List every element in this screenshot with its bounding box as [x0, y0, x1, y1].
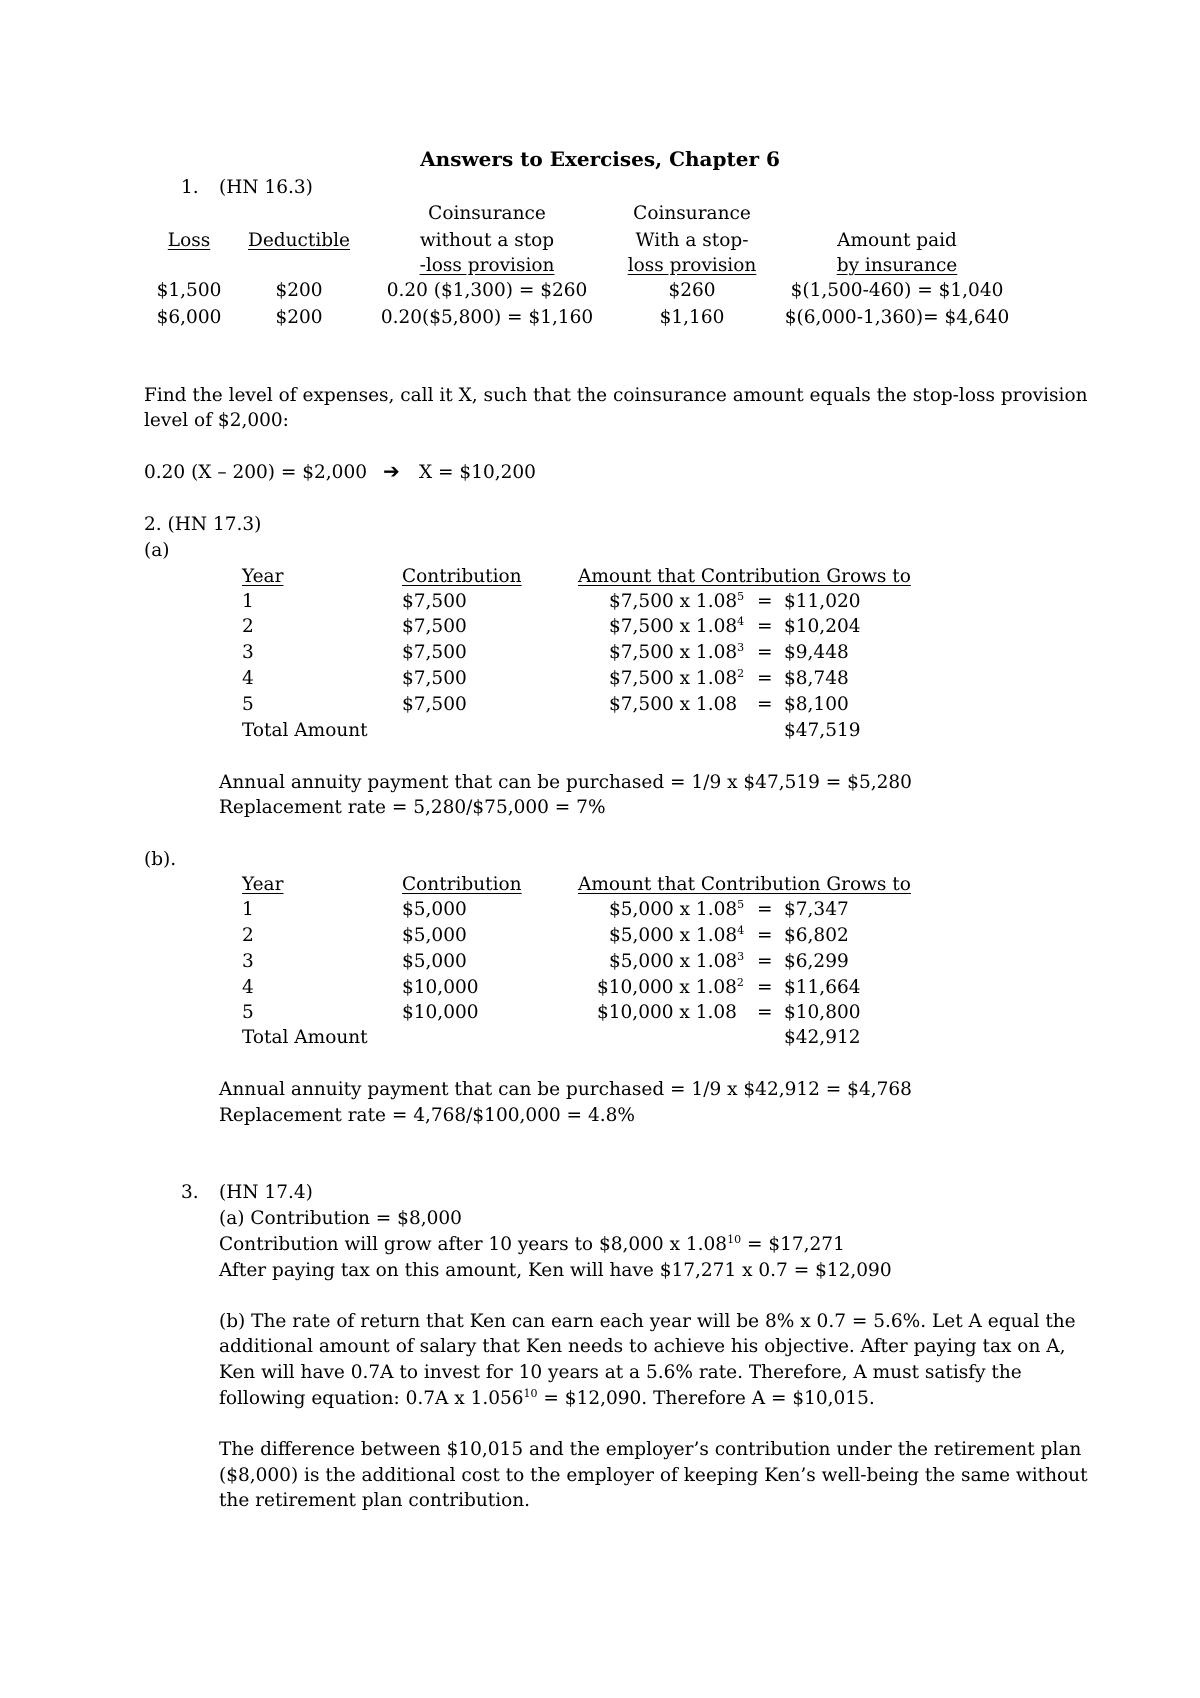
- q2b-equals-sign: =: [757, 899, 773, 920]
- q3b-line-4-text: following equation: 0.7A x 1.056: [219, 1388, 524, 1409]
- q1-paid-cell: $(6,000-1,360)= $4,640: [784, 307, 1010, 328]
- q2a-result-cell: $8,748: [784, 668, 849, 689]
- formula-base: $5,000 x 1.08: [609, 899, 738, 920]
- q1-coins-with-cell: $1,160: [659, 307, 725, 328]
- q2a-year-cell: 3: [242, 642, 254, 663]
- q1-text-line-2: level of $2,000:: [144, 410, 289, 431]
- q3a-line-1: (a) Contribution = $8,000: [219, 1208, 462, 1229]
- q3-number: 3.: [181, 1182, 199, 1203]
- q2a-header-contribution: Contribution: [402, 566, 522, 587]
- q2a-replacement: Replacement rate = 5,280/$75,000 = 7%: [219, 797, 606, 818]
- q2b-header-year: Year: [242, 874, 284, 895]
- q1-deductible-cell: $200: [275, 280, 323, 301]
- formula-base: $10,000 x 1.08: [597, 977, 737, 998]
- q2b-contribution-cell: $10,000: [402, 977, 479, 998]
- q2a-year-cell: 4: [242, 668, 254, 689]
- q2b-contribution-cell: $5,000: [402, 925, 467, 946]
- q2a-total-label: Total Amount: [242, 720, 368, 741]
- q1-text-line-1: Find the level of expenses, call it X, such that the coinsurance amount equals the stop-loss provision: [144, 385, 1088, 406]
- arrow-right-icon: ➔: [383, 459, 400, 483]
- q1-header-coins-without-3: -loss provision: [419, 255, 555, 276]
- q2b-result-cell: $6,802: [784, 925, 849, 946]
- q2b-result-cell: $7,347: [784, 899, 849, 920]
- q2b-header-grows: Amount that Contribution Grows to: [578, 874, 911, 895]
- q3b-line-4-result: = $12,090. Therefore A = $10,015.: [537, 1388, 875, 1409]
- q3b-line-4-exponent: 10: [523, 1387, 538, 1400]
- q2a-equals-sign: =: [757, 642, 773, 663]
- q1-header-deductible: Deductible: [248, 230, 350, 251]
- q2b-total-value: $42,912: [784, 1027, 861, 1048]
- q3a-line-2-exponent: 10: [727, 1233, 742, 1246]
- q3a-line-2-result: = $17,271: [741, 1234, 845, 1255]
- formula-base: $7,500 x 1.08: [609, 668, 738, 689]
- q2b-replacement: Replacement rate = 4,768/$100,000 = 4.8%: [219, 1105, 635, 1126]
- q1-header-loss: Loss: [167, 230, 211, 251]
- q2a-year-cell: 5: [242, 694, 254, 715]
- q3-reference: (HN 17.4): [219, 1182, 313, 1203]
- q2b-year-cell: 2: [242, 925, 254, 946]
- q2b-result-cell: $6,299: [784, 951, 849, 972]
- q2a-result-cell: $9,448: [784, 642, 849, 663]
- q2b-growth-formula: [597, 975, 744, 1000]
- q2a-label: (a): [144, 540, 170, 561]
- q2b-year-cell: 4: [242, 977, 254, 998]
- q2a-header-year: Year: [242, 566, 284, 587]
- q1-deductible-cell: $200: [275, 307, 323, 328]
- q3c-line-3: the retirement plan contribution.: [219, 1490, 531, 1511]
- q1-loss-cell: $1,500: [156, 280, 222, 301]
- formula-base: $5,000 x 1.08: [609, 951, 738, 972]
- q3a-line-3: After paying tax on this amount, Ken will have $17,271 x 0.7 = $12,090: [219, 1260, 892, 1281]
- q2b-equals-sign: =: [757, 977, 773, 998]
- q2b-header-contribution: Contribution: [402, 874, 522, 895]
- q1-header-paid-2: by insurance: [836, 255, 958, 276]
- q2a-growth-formula: [609, 614, 744, 639]
- formula-base: $7,500 x 1.08: [609, 694, 738, 715]
- formula-base: $7,500 x 1.08: [609, 591, 738, 612]
- q2a-equals-sign: =: [757, 591, 773, 612]
- q1-coins-without-cell: 0.20 ($1,300) = $260: [386, 280, 588, 301]
- q2b-annuity: Annual annuity payment that can be purchased = 1/9 x $42,912 = $4,768: [219, 1079, 912, 1100]
- q3b-line-3: Ken will have 0.7A to invest for 10 years at a 5.6% rate. Therefore, A must satisfy the: [219, 1362, 1022, 1383]
- q1-paid-cell: $(1,500-460) = $1,040: [790, 280, 1004, 301]
- formula-exponent: 3: [737, 641, 745, 654]
- q3c-line-1: The difference between $10,015 and the employer’s contribution under the retirement plan: [219, 1439, 1082, 1460]
- q2a-total-value: $47,519: [784, 720, 861, 741]
- formula-exponent: 3: [737, 950, 745, 963]
- q3b-line-2: additional amount of salary that Ken needs to achieve his objective. After paying tax on A,: [219, 1336, 1066, 1357]
- q2a-equals-sign: =: [757, 668, 773, 689]
- q3c-line-2: ($8,000) is the additional cost to the employer of keeping Ken’s well-being the same without: [219, 1465, 1088, 1486]
- q2a-growth-formula: [609, 692, 737, 717]
- page-title: Answers to Exercises, Chapter 6: [420, 147, 780, 171]
- q2b-equals-sign: =: [757, 925, 773, 946]
- q1-loss-cell: $6,000: [156, 307, 222, 328]
- q2a-year-cell: 1: [242, 591, 254, 612]
- q1-header-coins-with-1: Coinsurance: [633, 203, 751, 224]
- formula-exponent: 2: [737, 667, 745, 680]
- q2b-equals-sign: =: [757, 1002, 773, 1023]
- q2a-contribution-cell: $7,500: [402, 591, 467, 612]
- q2a-growth-formula: [609, 589, 744, 614]
- q1-header-coins-with-3: loss provision: [627, 255, 757, 276]
- q2a-contribution-cell: $7,500: [402, 616, 467, 637]
- q2a-growth-formula: [609, 666, 744, 691]
- formula-exponent: 5: [737, 898, 745, 911]
- q2b-contribution-cell: $5,000: [402, 899, 467, 920]
- q3b-line-4: [219, 1386, 875, 1411]
- q2a-contribution-cell: $7,500: [402, 668, 467, 689]
- q2b-growth-formula: [609, 923, 744, 948]
- q2a-result-cell: $11,020: [784, 591, 861, 612]
- q1-equation-right: X = $10,200: [419, 462, 536, 483]
- q2b-growth-formula: [597, 1000, 737, 1025]
- q2a-equals-sign: =: [757, 694, 773, 715]
- q1-header-coins-without-1: Coinsurance: [428, 203, 546, 224]
- q1-coins-without-cell: 0.20($5,800) = $1,160: [380, 307, 594, 328]
- q1-header-coins-without-2: without a stop: [419, 230, 555, 251]
- q2a-contribution-cell: $7,500: [402, 642, 467, 663]
- q2a-contribution-cell: $7,500: [402, 694, 467, 715]
- q2a-result-cell: $10,204: [784, 616, 861, 637]
- q3a-line-2-text: Contribution will grow after 10 years to $8,000 x 1.08: [219, 1234, 728, 1255]
- q2b-year-cell: 3: [242, 951, 254, 972]
- q2b-label: (b).: [144, 849, 177, 870]
- formula-base: $10,000 x 1.08: [597, 1002, 737, 1023]
- q1-reference: (HN 16.3): [219, 177, 313, 198]
- q2-reference: 2. (HN 17.3): [144, 514, 262, 535]
- q2a-annuity: Annual annuity payment that can be purchased = 1/9 x $47,519 = $5,280: [219, 772, 912, 793]
- q2b-equals-sign: =: [757, 951, 773, 972]
- q2b-result-cell: $11,664: [784, 977, 861, 998]
- formula-exponent: 2: [736, 976, 744, 989]
- formula-base: $7,500 x 1.08: [609, 642, 738, 663]
- q1-equation-left: 0.20 (X – 200) = $2,000: [144, 462, 367, 483]
- q2b-growth-formula: [609, 897, 744, 922]
- q2b-year-cell: 5: [242, 1002, 254, 1023]
- q2a-header-grows: Amount that Contribution Grows to: [578, 566, 911, 587]
- q2b-total-label: Total Amount: [242, 1027, 368, 1048]
- q2b-contribution-cell: $10,000: [402, 1002, 479, 1023]
- q2b-contribution-cell: $5,000: [402, 951, 467, 972]
- q1-header-coins-with-2: With a stop-: [635, 230, 749, 251]
- q2a-growth-formula: [609, 640, 744, 665]
- q2b-year-cell: 1: [242, 899, 254, 920]
- q1-number: 1.: [181, 177, 199, 198]
- q3a-line-2: [219, 1232, 845, 1257]
- q2b-growth-formula: [609, 949, 744, 974]
- q3b-line-1: (b) The rate of return that Ken can earn each year will be 8% x 0.7 = 5.6%. Let A equal the: [219, 1311, 1076, 1332]
- formula-exponent: 5: [737, 590, 745, 603]
- q2a-result-cell: $8,100: [784, 694, 849, 715]
- formula-exponent: 4: [737, 615, 745, 628]
- q2b-result-cell: $10,800: [784, 1002, 861, 1023]
- q2a-year-cell: 2: [242, 616, 254, 637]
- q1-coins-with-cell: $260: [668, 280, 716, 301]
- formula-base: $7,500 x 1.08: [609, 616, 738, 637]
- q2a-equals-sign: =: [757, 616, 773, 637]
- q1-header-paid-1: Amount paid: [837, 230, 957, 251]
- formula-base: $5,000 x 1.08: [609, 925, 738, 946]
- formula-exponent: 4: [737, 924, 745, 937]
